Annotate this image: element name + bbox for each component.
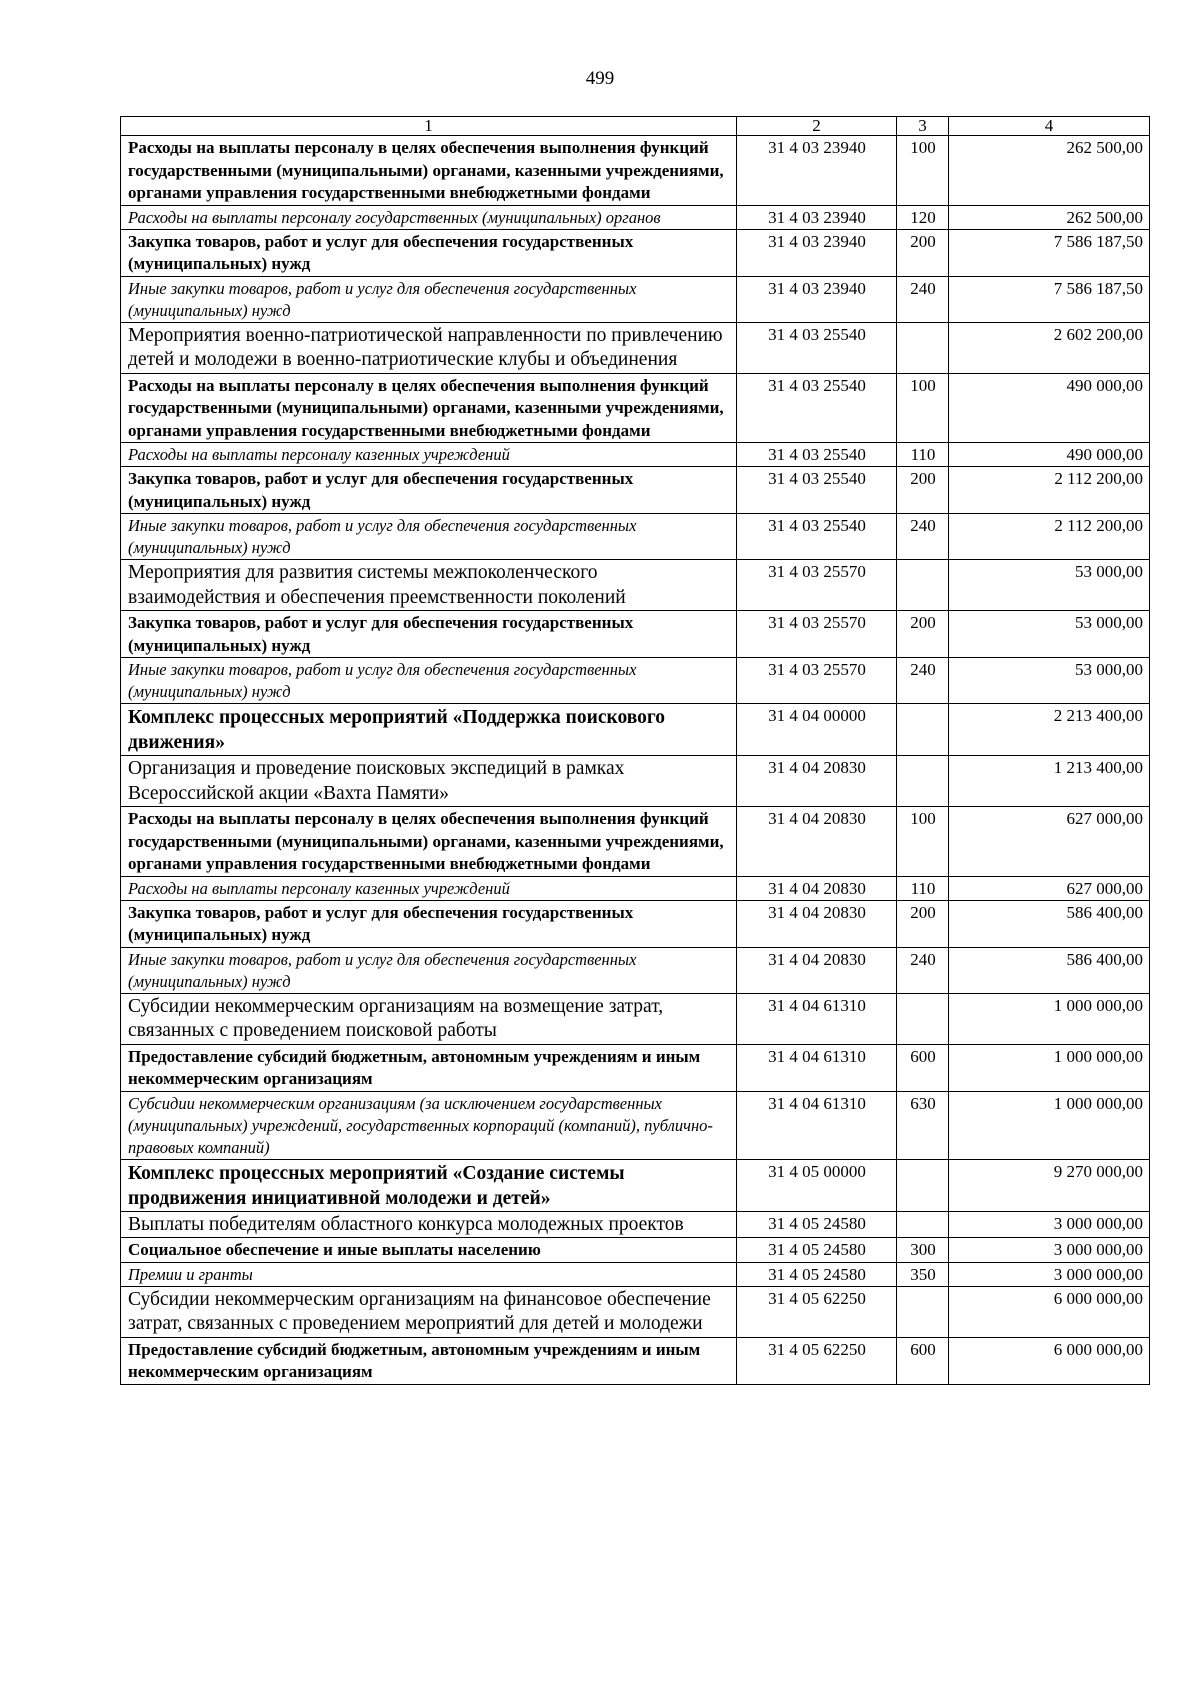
row-kvr: 200 [897, 229, 949, 276]
row-kvr: 120 [897, 205, 949, 229]
row-code: 31 4 03 25540 [737, 467, 897, 514]
row-name: Расходы на выплаты персоналу государственных (муниципальных) органов [121, 205, 737, 229]
row-amount: 1 000 000,00 [949, 1044, 1150, 1091]
row-name: Закупка товаров, работ и услуг для обеспечения государственных (муниципальных) нужд [121, 900, 737, 947]
row-amount: 9 270 000,00 [949, 1159, 1150, 1211]
row-code: 31 4 03 25570 [737, 611, 897, 658]
row-amount: 586 400,00 [949, 947, 1150, 993]
row-name: Субсидии некоммерческим организациям на возмещение затрат, связанных с проведением поисковой работы [121, 993, 737, 1044]
row-name: Иные закупки товаров, работ и услуг для обеспечения государственных (муниципальных) нужд [121, 514, 737, 560]
row-kvr [897, 1286, 949, 1337]
row-kvr: 600 [897, 1044, 949, 1091]
row-amount: 3 000 000,00 [949, 1262, 1150, 1286]
row-code: 31 4 04 20830 [737, 900, 897, 947]
row-amount: 2 602 200,00 [949, 322, 1150, 373]
row-name: Организация и проведение поисковых экспедиций в рамках Всероссийской акции «Вахта Памяти» [121, 756, 737, 807]
row-amount: 262 500,00 [949, 136, 1150, 206]
row-amount: 490 000,00 [949, 373, 1150, 443]
row-amount: 6 000 000,00 [949, 1337, 1150, 1384]
table-row [121, 658, 1150, 704]
row-amount: 53 000,00 [949, 611, 1150, 658]
row-code: 31 4 05 00000 [737, 1159, 897, 1211]
table-row [121, 560, 1150, 611]
row-kvr: 240 [897, 658, 949, 704]
row-code: 31 4 03 25540 [737, 322, 897, 373]
row-name: Иные закупки товаров, работ и услуг для обеспечения государственных (муниципальных) нужд [121, 276, 737, 322]
table-row [121, 229, 1150, 276]
row-code: 31 4 05 62250 [737, 1286, 897, 1337]
row-name: Закупка товаров, работ и услуг для обеспечения государственных (муниципальных) нужд [121, 611, 737, 658]
page-number: 499 [585, 68, 615, 89]
table-row [121, 756, 1150, 807]
row-name: Расходы на выплаты персоналу в целях обеспечения выполнения функций государственными (муниципальными) органами, казенными учреждениями, органами управления государственными внебюджетными фондами [121, 373, 737, 443]
row-name: Предоставление субсидий бюджетным, автономным учреждениям и иным некоммерческим организациям [121, 1337, 737, 1384]
row-amount: 7 586 187,50 [949, 229, 1150, 276]
row-kvr: 100 [897, 373, 949, 443]
row-name: Закупка товаров, работ и услуг для обеспечения государственных (муниципальных) нужд [121, 467, 737, 514]
table-row [121, 514, 1150, 560]
table-row [121, 947, 1150, 993]
row-code: 31 4 03 25570 [737, 658, 897, 704]
row-name: Комплекс процессных мероприятий «Поддержка поискового движения» [121, 704, 737, 756]
table-row [121, 443, 1150, 467]
row-name: Расходы на выплаты персоналу в целях обеспечения выполнения функций государственными (муниципальными) органами, казенными учреждениями, органами управления государственными внебюджетными фондами [121, 807, 737, 877]
row-kvr: 630 [897, 1091, 949, 1159]
row-name: Закупка товаров, работ и услуг для обеспечения государственных (муниципальных) нужд [121, 229, 737, 276]
row-name: Расходы на выплаты персоналу в целях обеспечения выполнения функций государственными (муниципальными) органами, казенными учреждениями, органами управления государственными внебюджетными фондами [121, 136, 737, 206]
row-amount: 1 000 000,00 [949, 993, 1150, 1044]
row-kvr: 240 [897, 276, 949, 322]
table-row [121, 1262, 1150, 1286]
table-row [121, 136, 1150, 206]
row-kvr: 110 [897, 443, 949, 467]
row-name: Комплекс процессных мероприятий «Создание системы продвижения инициативной молодежи и детей» [121, 1159, 737, 1211]
row-kvr: 350 [897, 1262, 949, 1286]
table-row [121, 373, 1150, 443]
row-code: 31 4 05 24580 [737, 1211, 897, 1238]
row-amount: 490 000,00 [949, 443, 1150, 467]
row-name: Иные закупки товаров, работ и услуг для обеспечения государственных (муниципальных) нужд [121, 947, 737, 993]
row-name: Предоставление субсидий бюджетным, автономным учреждениям и иным некоммерческим организациям [121, 1044, 737, 1091]
row-amount: 53 000,00 [949, 560, 1150, 611]
row-kvr: 200 [897, 467, 949, 514]
row-name: Расходы на выплаты персоналу казенных учреждений [121, 876, 737, 900]
row-kvr [897, 1159, 949, 1211]
table-body [121, 136, 1150, 1385]
row-kvr [897, 756, 949, 807]
row-amount: 2 112 200,00 [949, 467, 1150, 514]
row-kvr: 240 [897, 947, 949, 993]
row-kvr: 300 [897, 1238, 949, 1263]
row-amount: 262 500,00 [949, 205, 1150, 229]
table-row [121, 1044, 1150, 1091]
row-code: 31 4 04 00000 [737, 704, 897, 756]
row-kvr [897, 322, 949, 373]
table-row [121, 1211, 1150, 1238]
row-amount: 627 000,00 [949, 807, 1150, 877]
header-col-2: 2 [737, 117, 897, 136]
row-name: Мероприятия для развития системы межпоколенческого взаимодействия и обеспечения преемственности поколений [121, 560, 737, 611]
row-kvr: 110 [897, 876, 949, 900]
row-code: 31 4 04 20830 [737, 876, 897, 900]
row-code: 31 4 03 23940 [737, 276, 897, 322]
row-name: Расходы на выплаты персоналу казенных учреждений [121, 443, 737, 467]
row-code: 31 4 04 20830 [737, 947, 897, 993]
row-amount: 1 000 000,00 [949, 1091, 1150, 1159]
table-row [121, 704, 1150, 756]
table-row [121, 467, 1150, 514]
header-col-3: 3 [897, 117, 949, 136]
row-name: Субсидии некоммерческим организациям на финансовое обеспечение затрат, связанных с проведением мероприятий для детей и молодежи [121, 1286, 737, 1337]
row-amount: 3 000 000,00 [949, 1211, 1150, 1238]
table-row [121, 993, 1150, 1044]
table-header-row [121, 117, 1150, 136]
row-name: Премии и гранты [121, 1262, 737, 1286]
row-amount: 53 000,00 [949, 658, 1150, 704]
row-code: 31 4 03 25540 [737, 373, 897, 443]
row-amount: 1 213 400,00 [949, 756, 1150, 807]
row-kvr [897, 993, 949, 1044]
table-row [121, 807, 1150, 877]
row-name: Выплаты победителям областного конкурса молодежных проектов [121, 1211, 737, 1238]
table-row [121, 1286, 1150, 1337]
row-code: 31 4 03 25540 [737, 443, 897, 467]
table-row [121, 205, 1150, 229]
row-name: Мероприятия военно-патриотической направленности по привлечению детей и молодежи в военно-патриотические клубы и объединения [121, 322, 737, 373]
table-row [121, 611, 1150, 658]
row-code: 31 4 04 61310 [737, 993, 897, 1044]
row-code: 31 4 04 20830 [737, 756, 897, 807]
row-code: 31 4 03 23940 [737, 229, 897, 276]
row-code: 31 4 03 23940 [737, 136, 897, 206]
row-kvr: 600 [897, 1337, 949, 1384]
row-amount: 2 112 200,00 [949, 514, 1150, 560]
row-name: Социальное обеспечение и иные выплаты населению [121, 1238, 737, 1263]
table-row [121, 1238, 1150, 1263]
row-kvr: 100 [897, 136, 949, 206]
table-row [121, 322, 1150, 373]
row-kvr: 200 [897, 900, 949, 947]
row-code: 31 4 05 24580 [737, 1238, 897, 1263]
table-row [121, 876, 1150, 900]
table-row [121, 276, 1150, 322]
row-code: 31 4 04 20830 [737, 807, 897, 877]
row-code: 31 4 04 61310 [737, 1091, 897, 1159]
row-kvr [897, 560, 949, 611]
row-code: 31 4 03 25570 [737, 560, 897, 611]
row-name: Субсидии некоммерческим организациям (за исключением государственных (муниципальных) учреждений, государственных корпораций (компаний), публично-правовых компаний) [121, 1091, 737, 1159]
row-amount: 6 000 000,00 [949, 1286, 1150, 1337]
row-amount: 627 000,00 [949, 876, 1150, 900]
row-code: 31 4 05 24580 [737, 1262, 897, 1286]
table-row [121, 1337, 1150, 1384]
row-kvr [897, 1211, 949, 1238]
row-amount: 2 213 400,00 [949, 704, 1150, 756]
row-name: Иные закупки товаров, работ и услуг для обеспечения государственных (муниципальных) нужд [121, 658, 737, 704]
header-col-4: 4 [949, 117, 1150, 136]
row-amount: 586 400,00 [949, 900, 1150, 947]
row-code: 31 4 05 62250 [737, 1337, 897, 1384]
row-kvr: 240 [897, 514, 949, 560]
row-code: 31 4 03 25540 [737, 514, 897, 560]
row-kvr [897, 704, 949, 756]
row-code: 31 4 04 61310 [737, 1044, 897, 1091]
table-row [121, 1159, 1150, 1211]
header-col-1: 1 [121, 117, 737, 136]
row-amount: 3 000 000,00 [949, 1238, 1150, 1263]
budget-table [120, 116, 1150, 1385]
table-row [121, 1091, 1150, 1159]
row-kvr: 200 [897, 611, 949, 658]
row-kvr: 100 [897, 807, 949, 877]
table-row [121, 900, 1150, 947]
row-code: 31 4 03 23940 [737, 205, 897, 229]
row-amount: 7 586 187,50 [949, 276, 1150, 322]
